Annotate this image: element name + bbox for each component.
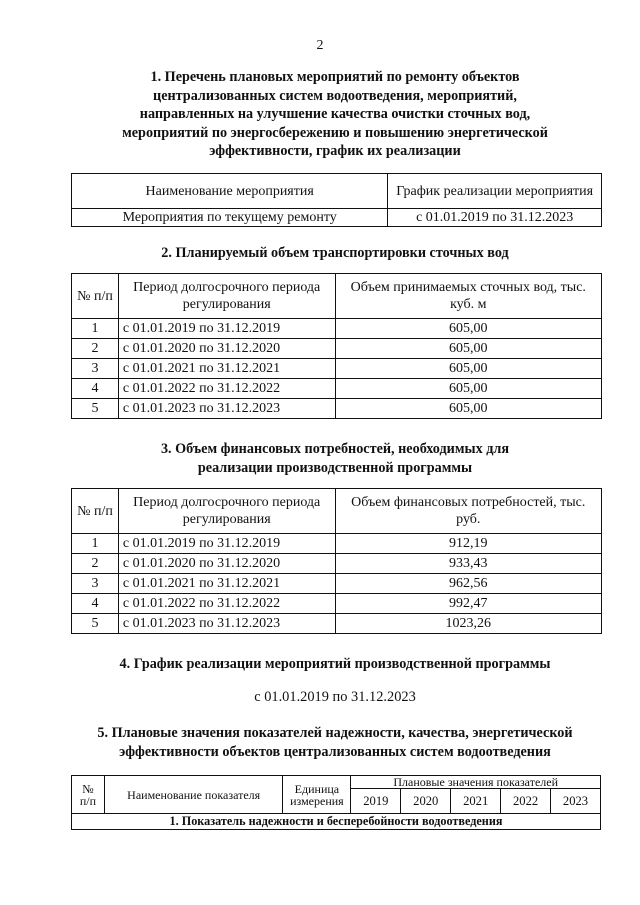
row-number: 2 — [72, 554, 119, 574]
row-period: с 01.01.2022 по 31.12.2022 — [118, 379, 335, 399]
row-number: 1 — [72, 319, 119, 339]
header-financial-needs: Объем финансовых потребностей, тыс. руб. — [335, 489, 601, 534]
section5-title-line: 5. Плановые значения показателей надежности, качества, энергетической — [97, 725, 573, 741]
row-period: с 01.01.2022 по 31.12.2022 — [118, 594, 335, 614]
row-period: с 01.01.2020 по 31.12.2020 — [118, 554, 335, 574]
row-number: 1 — [72, 534, 119, 554]
section1-title — [60, 68, 610, 161]
table-header-row — [72, 174, 602, 209]
row-amount: 962,56 — [335, 574, 601, 594]
wastewater-volume-table — [71, 273, 602, 419]
table-row — [72, 554, 602, 574]
section-row — [72, 814, 601, 830]
table-row — [72, 209, 602, 227]
page-number: 2 — [316, 38, 324, 53]
row-period: с 01.01.2023 по 31.12.2023 — [118, 399, 335, 419]
header-year: 2020 — [401, 789, 451, 814]
section2-title: 2. Планируемый объем транспортировки сточных вод — [161, 245, 509, 261]
schedule-cell: с 01.01.2019 по 31.12.2023 — [388, 209, 602, 227]
table-row — [72, 534, 602, 554]
header-period: Период долгосрочного периода регулирования — [118, 274, 335, 319]
row-number: 5 — [72, 399, 119, 419]
header-unit: Единица измерения — [283, 776, 351, 814]
row-volume: 605,00 — [335, 399, 601, 419]
header-schedule: График реализации мероприятия — [388, 174, 602, 209]
table-row — [72, 339, 602, 359]
section1-title-line: направленных на улучшение качества очистки сточных вод, — [139, 106, 531, 122]
header-year: 2021 — [451, 789, 501, 814]
table-row — [72, 574, 602, 594]
section1-title-line: мероприятий по энергосбережению и повышению энергетической — [122, 124, 548, 141]
table-header-row — [72, 776, 601, 789]
table-row — [72, 379, 602, 399]
row-number: 4 — [72, 594, 119, 614]
table-row — [72, 614, 602, 634]
row-period: с 01.01.2021 по 31.12.2021 — [118, 574, 335, 594]
row-amount: 992,47 — [335, 594, 601, 614]
activities-table — [71, 173, 602, 227]
row-amount: 1023,26 — [335, 614, 601, 634]
section3-title-line: реализации производственной программы — [197, 459, 473, 476]
header-year: 2022 — [501, 789, 551, 814]
row-period: с 01.01.2021 по 31.12.2021 — [118, 359, 335, 379]
header-activity-name: Наименование мероприятия — [72, 174, 388, 209]
section4-period: с 01.01.2019 по 31.12.2023 — [254, 689, 416, 705]
row-amount: 912,19 — [335, 534, 601, 554]
row-number: 3 — [72, 574, 119, 594]
header-year: 2019 — [351, 789, 401, 814]
financial-needs-table — [71, 488, 602, 634]
section1-title-line: эффективности, график их реализации — [209, 143, 461, 159]
header-number: № п/п — [72, 274, 119, 319]
section3-title-line: 3. Объем финансовых потребностей, необходимых для — [160, 441, 510, 457]
table-row — [72, 319, 602, 339]
section4-title: 4. График реализации мероприятий производственной программы — [119, 656, 551, 672]
header-indicator-name: Наименование показателя — [104, 776, 283, 814]
header-period: Период долгосрочного периода регулирования — [118, 489, 335, 534]
section5-title-line: эффективности объектов централизованных систем водоотведения — [119, 743, 551, 760]
header-planned-values: Плановые значения показателей — [351, 776, 601, 789]
row-amount: 933,43 — [335, 554, 601, 574]
row-volume: 605,00 — [335, 379, 601, 399]
row-number: 4 — [72, 379, 119, 399]
header-number: № п/п — [72, 776, 105, 814]
row-number: 3 — [72, 359, 119, 379]
table-header-row — [72, 274, 602, 319]
header-year: 2023 — [551, 789, 601, 814]
row-period: с 01.01.2020 по 31.12.2020 — [118, 339, 335, 359]
row-period: с 01.01.2023 по 31.12.2023 — [118, 614, 335, 634]
header-volume: Объем принимаемых сточных вод, тыс. куб. м — [335, 274, 601, 319]
table-row — [72, 359, 602, 379]
reliability-section-row: 1. Показатель надежности и бесперебойности водоотведения — [72, 814, 601, 830]
row-number: 5 — [72, 614, 119, 634]
table-row — [72, 399, 602, 419]
indicators-table — [71, 775, 601, 830]
header-number: № п/п — [72, 489, 119, 534]
section1-title-line: 1. Перечень плановых мероприятий по ремонту объектов — [150, 69, 520, 85]
table-row — [72, 594, 602, 614]
row-period: с 01.01.2019 по 31.12.2019 — [118, 319, 335, 339]
row-volume: 605,00 — [335, 319, 601, 339]
section1-title-line: централизованных систем водоотведения, мероприятий, — [153, 87, 517, 104]
section5-title — [40, 724, 630, 761]
row-number: 2 — [72, 339, 119, 359]
activity-name-cell: Мероприятия по текущему ремонту — [72, 209, 388, 227]
row-period: с 01.01.2019 по 31.12.2019 — [118, 534, 335, 554]
row-volume: 605,00 — [335, 339, 601, 359]
section3-title — [60, 440, 610, 477]
row-volume: 605,00 — [335, 359, 601, 379]
table-header-row — [72, 489, 602, 534]
